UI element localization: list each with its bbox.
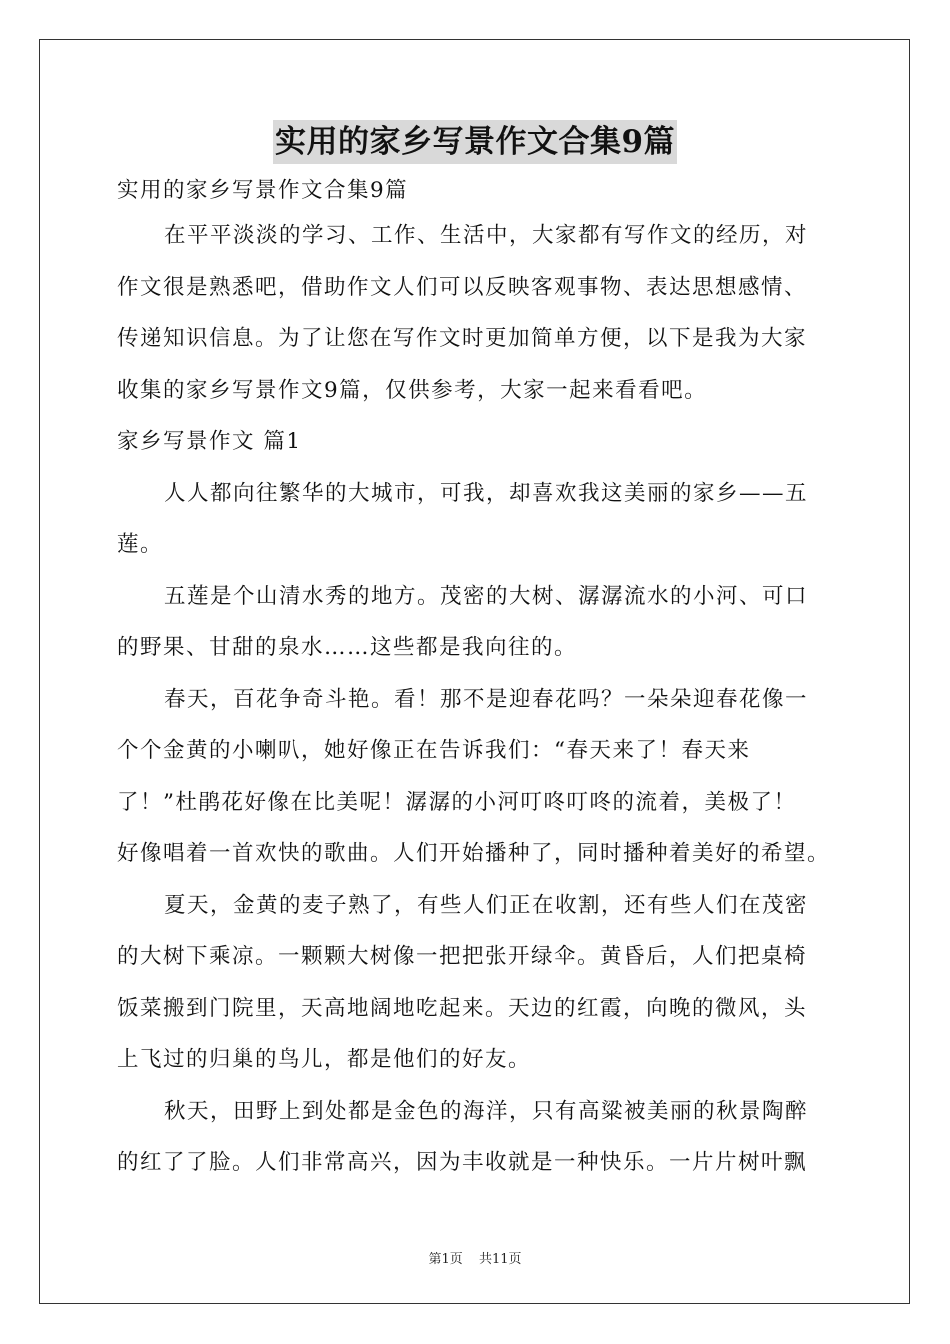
paragraph-line: 的野果、甘甜的泉水……这些都是我向往的。 [117,635,578,660]
paragraph-line: 人人都向往繁华的大城市，可我，却喜欢我这美丽的家乡——五 [164,480,809,506]
page-total: 共11页 [478,1252,522,1267]
paragraph-line: 的大树下乘凉。一颗颗大树像一把把张开绿伞。黄昏后，人们把桌椅 [117,944,808,969]
paragraph-line: 个个金黄的小喇叭，她好像正在告诉我们：“春天来了！春天来 [117,738,751,763]
paragraph-line: 上飞过的归巢的鸟儿，都是他们的好友。 [117,1047,532,1072]
page-footer [0,1248,950,1267]
intro-line: 作文很是熟悉吧，借助作文人们可以反映客观事物、表达思想感情、 [117,274,808,300]
paragraph-1 [117,468,833,571]
paragraph-line: 夏天，金黄的麦子熟了，有些人们正在收割，还有些人们在茂密 [164,892,809,918]
title-wrap [117,120,833,164]
intro-line: 在平平淡淡的学习、工作、生活中，大家都有写作文的经历，对 [164,223,809,248]
document-subtitle: 实用的家乡写景作文合集9篇 [117,178,409,203]
paragraph-line: 春天，百花争奇斗艳。看！那不是迎春花吗？一朵朵迎春花像一 [164,686,809,712]
paragraph-2 [117,571,833,674]
paragraph-3 [117,674,833,880]
paragraph-line: 饭菜搬到门院里，天高地阔地吃起来。天边的红霞，向晚的微风，头 [117,995,808,1021]
paragraph-line: 好像唱着一首欢快的歌曲。人们开始播种了，同时播种着美好的希望。 [117,841,831,866]
document-body [117,120,833,1189]
paragraph-line: 了！”杜鹃花好像在比美呢！潺潺的小河叮咚叮咚的流着，美极了！ [117,789,797,815]
paragraph-line: 秋天，田野上到处都是金色的海洋，只有高粱被美丽的秋景陶醉 [164,1098,809,1124]
intro-line: 收集的家乡写景作文9篇，仅供参考，大家一起来看看吧。 [117,377,708,403]
paragraph-line: 莲。 [117,532,164,557]
document-title: 实用的家乡写景作文合集9篇 [273,120,677,164]
intro-paragraph [117,210,833,416]
paragraph-5 [117,1086,833,1189]
paragraph-line: 的红了了脸。人们非常高兴，因为丰收就是一种快乐。一片片树叶飘 [117,1150,808,1175]
section-heading: 家乡写景作文 篇1 [117,429,302,454]
paragraph-line: 五莲是个山清水秀的地方。茂密的大树、潺潺流水的小河、可口 [164,583,809,609]
paragraph-4 [117,880,833,1086]
page-number: 第1页 [428,1252,463,1267]
intro-line: 传递知识信息。为了让您在写作文时更加简单方便，以下是我为大家 [117,326,808,351]
